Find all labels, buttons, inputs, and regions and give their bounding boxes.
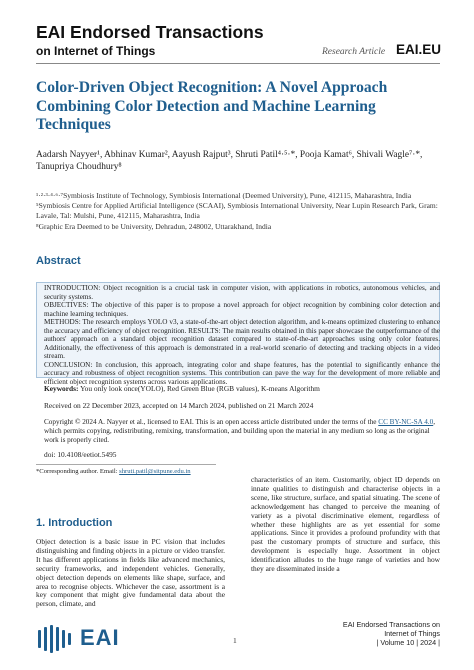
keywords-label: Keywords: [44, 384, 79, 393]
page-number: 1 [233, 636, 237, 645]
abstract-objectives: OBJECTIVES: The objective of this paper is to propose a novel approach for object recognition by combining color detection and machine learning techniques. [44, 301, 440, 318]
affiliation-1: ¹·²·³·⁴·⁶·⁷Symbiosis Institute of Technology, Symbiosis International (Deemed University), Pune, 412115, Maharashtra, India [36, 191, 412, 200]
introduction-left-column: Object detection is a basic issue in PC vision that includes distinguishing and finding objects in a picture or video transfer. It has different applications in fields like advanced mechanics, security frameworks, and independent vehicles. Generally, object detection depends on elements like shape, surface, and area to recognise objects. Whichever the case, assortment is a key component that might give fundamental data about the person, climate, and [36, 537, 225, 609]
affiliations [36, 191, 440, 232]
affiliation-2: ⁵Symbiosis Centre for Applied Artificial Intelligence (SCAAI), Symbiosis International University, Near Lupin Research Park, Gram: Lavale, Tal: Mulshi, Pune, 412115, Maharashtra, India [36, 201, 438, 221]
article-title: Color-Driven Object Recognition: A Novel Approach Combining Color Detection and Machine Learning Techniques [36, 79, 388, 133]
header-divider [36, 63, 440, 64]
abstract-introduction: INTRODUCTION: Object recognition is a crucial task in computer vision, with applications in robotics, autonomous vehicles, and security systems. [44, 284, 440, 301]
journal-title: EAI Endorsed Transactions [36, 22, 264, 42]
copyright-notice [44, 418, 440, 444]
copyright-text-before: Copyright © 2024 A. Nayyer et al., licensed to EAI. This is an open access article distributed under the terms of the [44, 418, 379, 426]
abstract-text [44, 284, 440, 386]
authors-line-1: Aadarsh Nayyer¹, Abhinav Kumar², Aayush Rajput³, Shruti Patil⁴·⁵·*, Pooja Kamat⁶, Shivali Wagle⁷·*, [36, 150, 423, 160]
abstract-methods-results: METHODS: The research employs YOLO v3, a state-of-the-art object detection algorithm, and k-means optimized clustering to enhance the accuracy and efficiency of object recognition. RESULTS: The main results obtained in this paper showcase the outperformance of the authors' approach on a standard object recognition dataset compared to state-of-the-art approaches using only color features. Additionally, the effectiveness of this approach is demonstrated in a real-world scenario of detecting and tracking objects in a video stream. [44, 318, 440, 360]
keywords-value: You only look once(YOLO), Red Green Blue (RGB values), K-means Algorithm [80, 384, 320, 393]
footnote-divider [36, 464, 216, 465]
license-link[interactable]: CC BY-NC-SA 4.0 [378, 418, 434, 426]
footer-volume: | Volume 10 | 2024 | [376, 638, 440, 647]
keywords [44, 384, 440, 393]
eai-logo-text: EAI [80, 625, 120, 650]
authors-line-2: Tanupriya Choudhury⁸ [36, 162, 122, 172]
corresponding-label: *Corresponding author. Email: [36, 468, 120, 475]
abstract-heading: Abstract [36, 255, 81, 267]
brand-logo-text[interactable]: EAI.EU [396, 42, 442, 57]
corresponding-author [36, 468, 191, 475]
corresponding-email-link[interactable]: shruti.patil@sitpune.edu.in [119, 468, 191, 475]
article-type: Research Article [322, 47, 386, 57]
introduction-heading: 1. Introduction [36, 517, 113, 529]
author-list [36, 149, 440, 173]
copyright-text-after: , which permits copying, redistributing, remixing, transformation, and building upon the material in any medium so long as the original work is properly cited. [44, 418, 435, 444]
doi: doi: 10.4108/eetiot.5495 [44, 450, 117, 459]
affiliation-3: ⁸Graphic Era Deemed to be University, Dehradun, 248002, Uttarakhand, India [36, 221, 272, 231]
footer-journal-line-1: EAI Endorsed Transactions on [342, 620, 440, 629]
footer-journal-line-2: Internet of Things [384, 629, 440, 638]
received-dates: Received on 22 December 2023, accepted on 14 March 2024, published on 21 March 2024 [44, 401, 314, 410]
abstract-conclusion: CONCLUSION: In conclusion, this approach, integrating color and shape features, has the potential to significantly enhance the accuracy and robustness of object recognition systems. This contribution can pave the way for the development of more reliable and efficient object recognition systems across various applications. [44, 360, 440, 386]
footer-journal-info [300, 620, 440, 647]
introduction-right-column: characteristics of an item. Customarily, object ID depends on innate qualities to distinguish and characterise objects in a scene, like structure, surface, and spatial situating. The scene of acknowledgement has changed to perceive the meaning of variety as a pivotal discriminative element, regardless of whether these highlights are as yet essential for some applications. Since it provides a profound profundity with that past the customary prompts of structure and surface, this development is especially huge. Assortment in object identification alludes to the huge range of varieties and how they are disseminated inside a [251, 475, 440, 574]
journal-subtitle: on Internet of Things [36, 44, 156, 58]
